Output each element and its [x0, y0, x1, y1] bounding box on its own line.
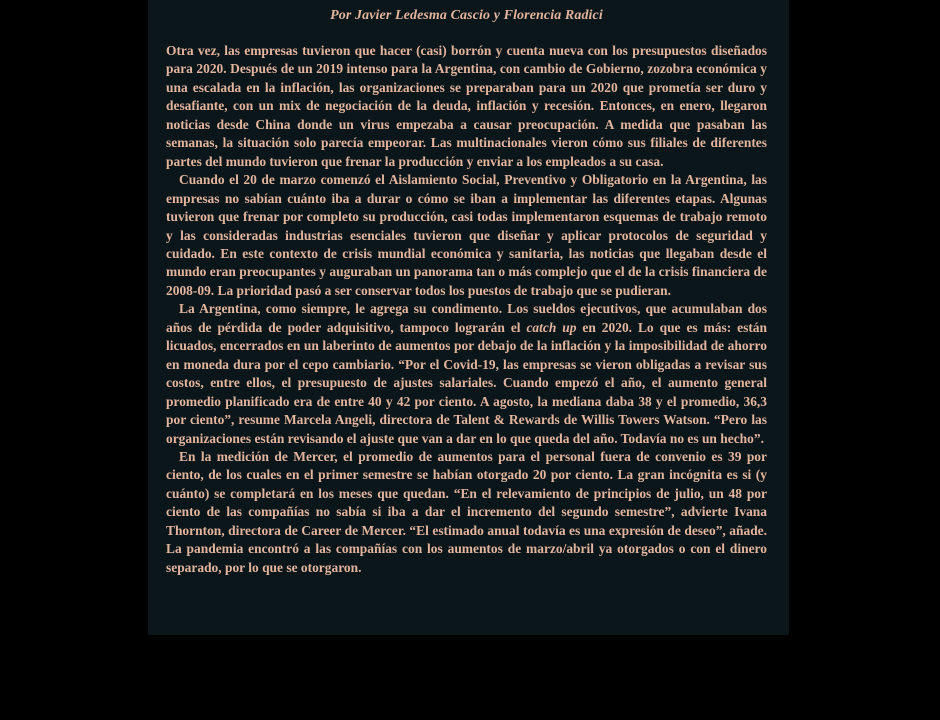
document-page [148, 0, 789, 635]
article-body [166, 42, 767, 577]
paragraph-3-text-after: en 2020. Lo que es más: están licuados, encerrados en un laberinto de aumentos por debajo de la inflación y la imposibilidad de ahorro en moneda dura por el cepo cambiario. “Por el Covid-19, las empresas se vieron obligadas a revisar sus costos, entre ellos, el presupuesto de ajustes salariales. Cuando empezó el año, el aumento general promedio planificado era de entre 40 y 42 por ciento. A agosto, la mediana daba 38 y el promedio, 36,3 por ciento”, resume Marcela Angeli, directora de Talent & Rewards de Willis Towers Watson. “Pero las organizaciones están revisando el ajuste que van a dar en lo que queda del año. Todavía no es un hecho”. [166, 319, 768, 446]
paragraph-3 [166, 300, 767, 448]
paragraph-4: En la medición de Mercer, el promedio de aumentos para el personal fuera de convenio es 39 por ciento, de los cuales en el primer semestre se habían otorgado 20 por ciento. La gran incógnita es si (y cuánto) se completará en los meses que quedan. “En el relevamiento de principios de julio, un 48 por ciento de las compañías no sabía si iba a dar el incremento del segundo semestre”, advierte Ivana Thornton, directora de Career de Mercer. “El estimado anual todavía es una expresión de deseo”, añade. La pandemia encontró a las compañías con los aumentos de marzo/abril ya otorgados o con el dinero separado, por lo que se otorgaron. [166, 448, 767, 575]
paragraph-2: Cuando el 20 de marzo comenzó el Aislamiento Social, Preventivo y Obligatorio en la Argentina, las empresas no sabían cuánto iba a durar o cómo se iban a implementar las diferentes etapas. Algunas tuvieron que frenar por completo su producción, casi todas implementaron esquemas de trabajo remoto y las consideradas industrias esenciales tuvieron que diseñar y aplicar protocolos de seguridad y cuidado. En este contexto de crisis mundial económica y sanitaria, las noticias que llegaban desde el mundo eran preocupantes y auguraban un panorama tan o más complejo que el de la crisis financiera de 2008-09. La prioridad pasó a ser conservar todos los puestos de trabajo que se pudieran. [166, 172, 767, 298]
byline: Por Javier Ledesma Cascio y Florencia Radici [330, 8, 603, 23]
paragraph-3-text-before: La Argentina, como siempre, le agrega su condimento. Los sueldos ejecutivos, que acumulaban dos años de pérdida de poder adquisitivo, tampoco lograrán el [166, 301, 767, 335]
paragraph-3-emphasis: catch up [526, 319, 577, 335]
paragraph-1: Otra vez, las empresas tuvieron que hacer (casi) borrón y cuenta nueva con los presupuestos diseñados para 2020. Después de un 2019 intenso para la Argentina, con cambio de Gobierno, zozobra económica y una escalada en la inflación, las organizaciones se preparaban para un 2020 que prometía ser duro y desafiante, con un mix de negociación de la deuda, inflación y recesión. Entonces, en enero, llegaron noticias desde China donde un virus empezaba a causar preocupación. A medida que pasaban las semanas, la situación solo parecía empeorar. Las multinacionales vieron cómo sus filiales de diferentes partes del mundo tuvieron que frenar la producción y enviar a los empleados a su casa. [166, 43, 767, 169]
